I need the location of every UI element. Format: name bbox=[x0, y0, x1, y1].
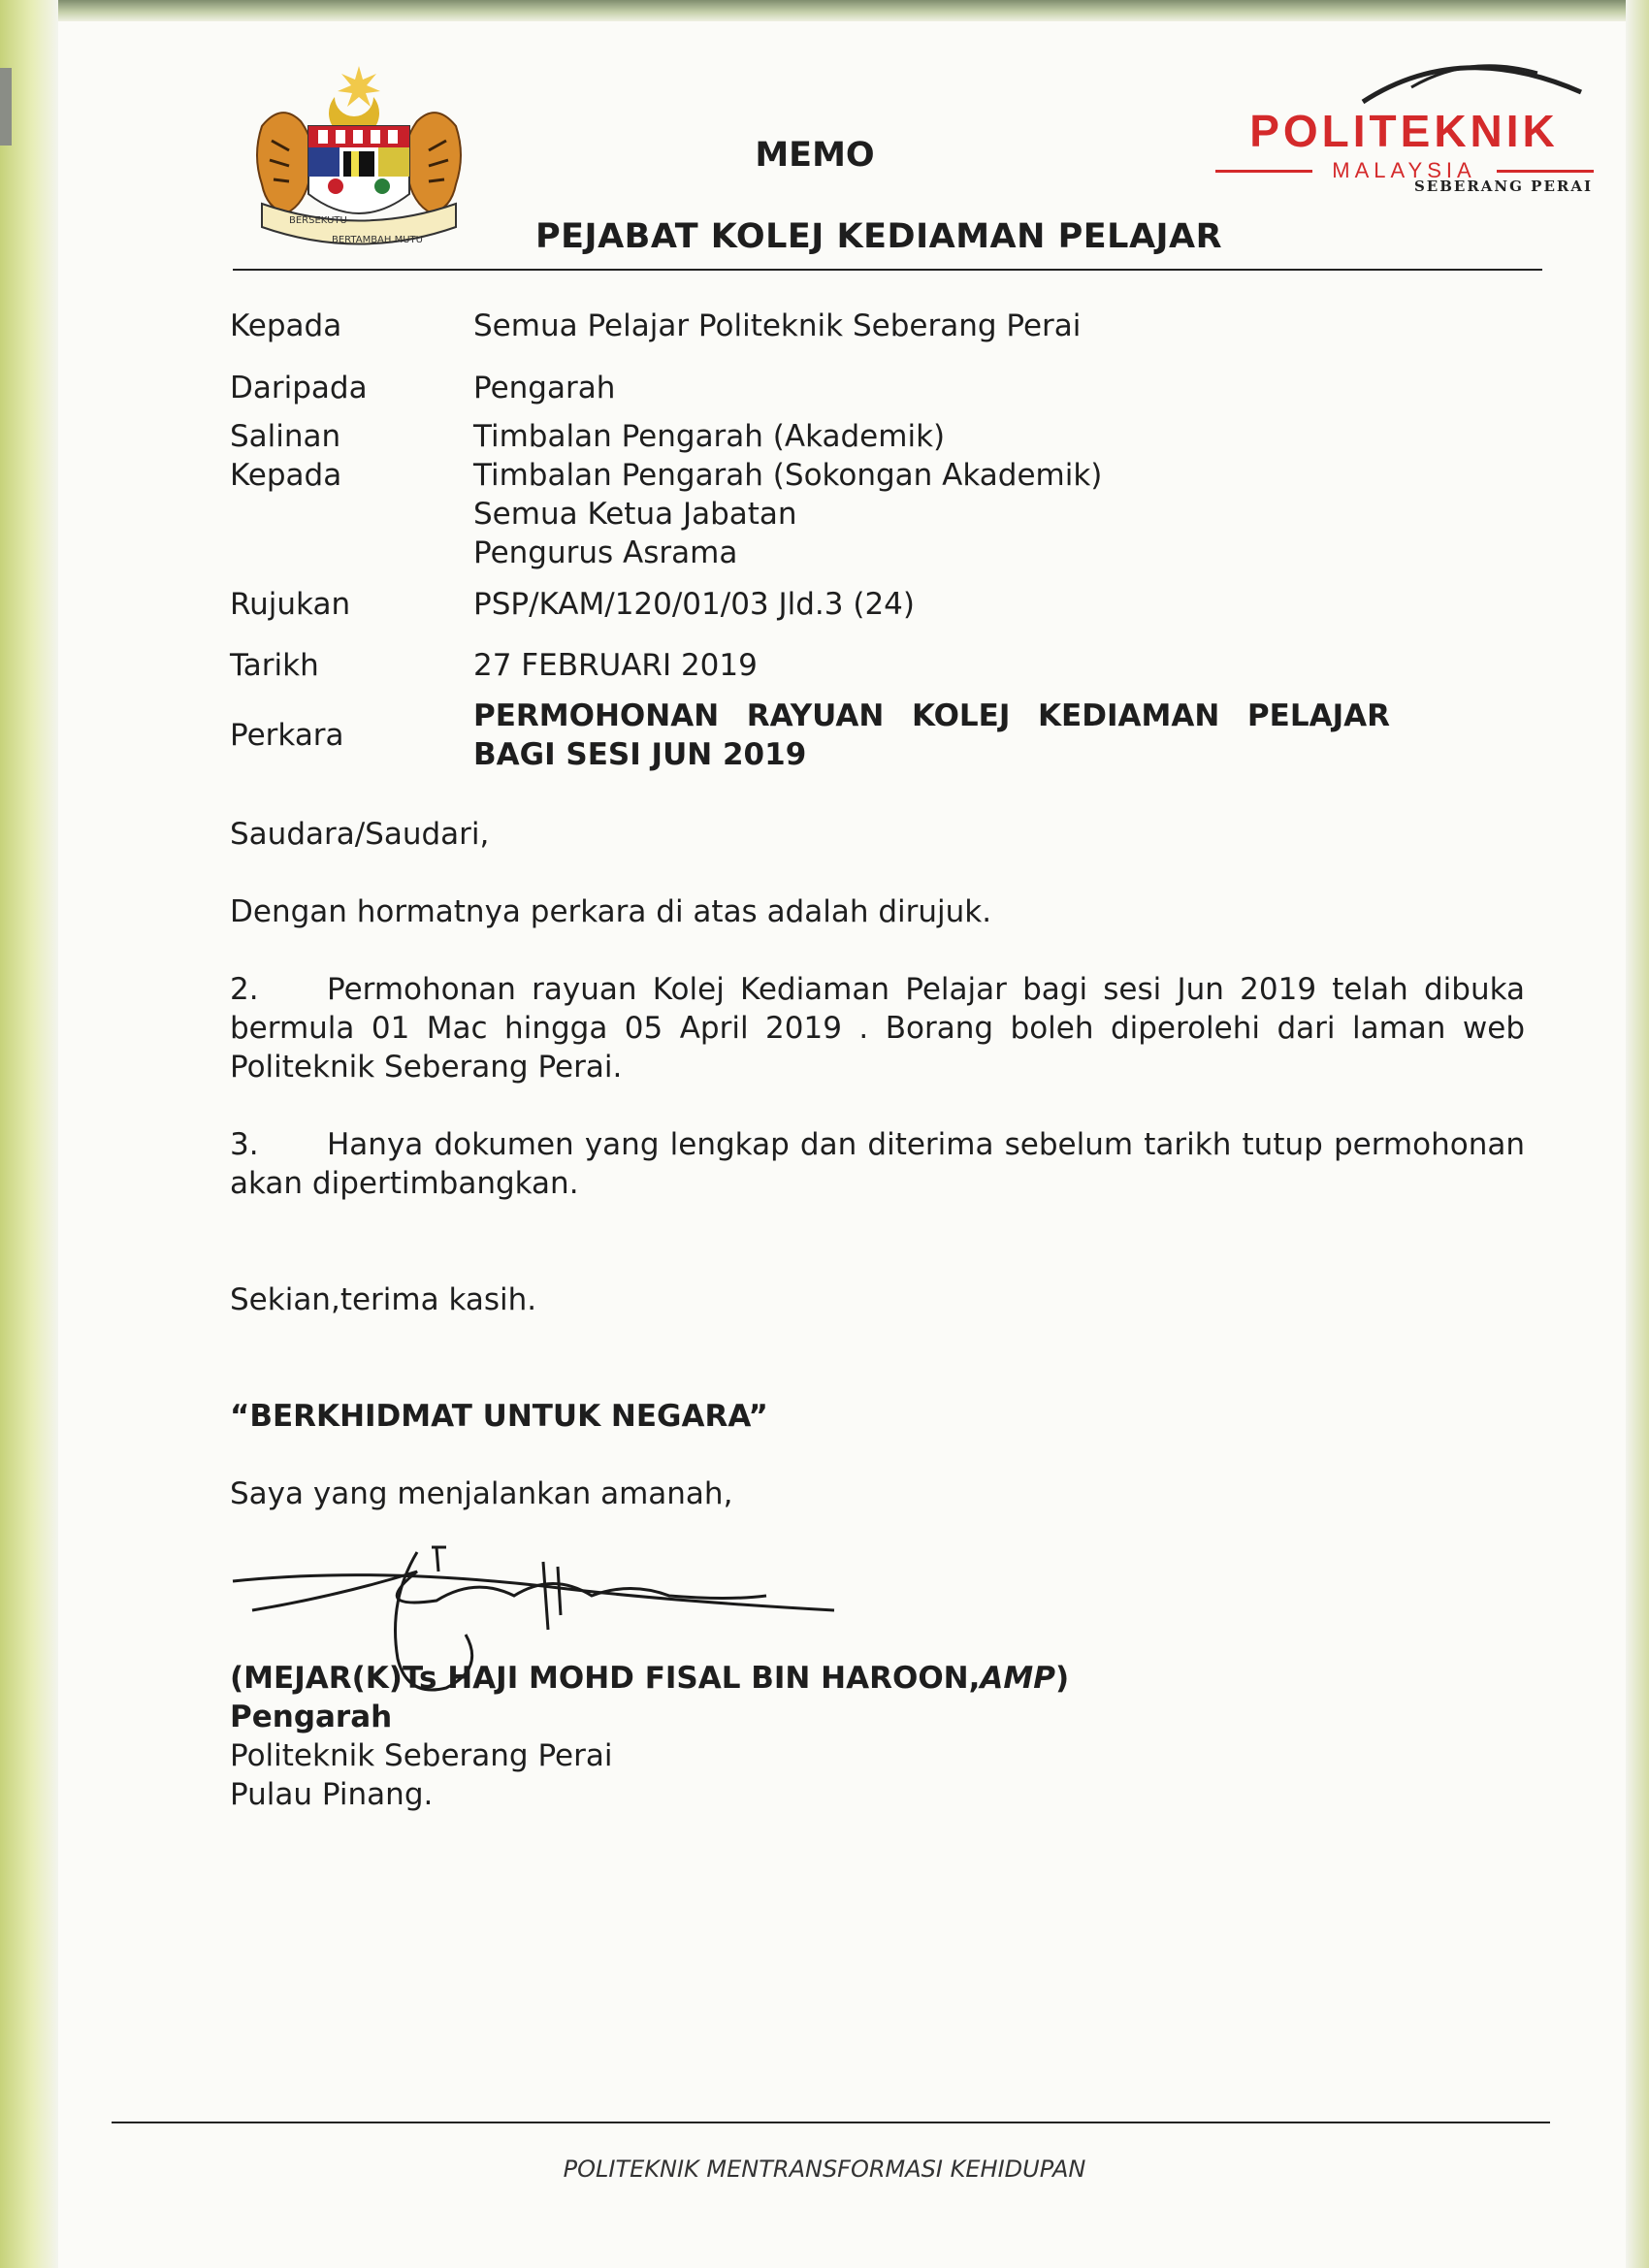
scan-edge-mark bbox=[0, 68, 12, 146]
cc-value-3: Semua Ketua Jabatan bbox=[473, 497, 797, 532]
paragraph-text: Hanya dokumen yang lengkap dan diterima sebelum tarikh tutup permohonan akan dipertimbangkan. bbox=[230, 1127, 1525, 1201]
memo-title: MEMO bbox=[755, 136, 875, 175]
scan-edge-top bbox=[0, 0, 1649, 21]
scan-edge-right bbox=[1626, 0, 1649, 2268]
logo-campus: SEBERANG PERAI bbox=[1413, 178, 1593, 195]
ref-label: Rujukan bbox=[230, 587, 351, 622]
signatory-name-close: ) bbox=[1054, 1661, 1070, 1696]
signatory-honorific: AMP bbox=[980, 1661, 1055, 1696]
paragraph-number: 3. bbox=[230, 1127, 259, 1162]
signatory-institution: Politeknik Seberang Perai bbox=[230, 1738, 613, 1773]
subject-word: KOLEJ bbox=[911, 698, 1011, 733]
header-divider bbox=[233, 269, 1542, 271]
footer-divider bbox=[112, 2122, 1550, 2123]
subject-word: RAYUAN bbox=[746, 698, 885, 733]
to-value: Semua Pelajar Politeknik Seberang Perai bbox=[473, 308, 1082, 343]
paragraph-3 bbox=[230, 1125, 1525, 1203]
logo-wordmark: POLITEKNIK bbox=[1249, 106, 1559, 156]
logo-rule-right bbox=[1497, 170, 1594, 173]
logo-country: MALAYSIA bbox=[1332, 158, 1476, 182]
to-label: Kepada bbox=[230, 308, 342, 343]
signatory-name-main: (MEJAR(K)Ts HAJI MOHD FISAL BIN HAROON, bbox=[230, 1661, 981, 1696]
closing-line: Sekian,terima kasih. bbox=[230, 1282, 537, 1317]
salutation: Saudara/Saudari, bbox=[230, 817, 490, 852]
subject-line1 bbox=[473, 697, 1390, 735]
subject-word: PERMOHONAN bbox=[473, 698, 720, 733]
cc-label-line2: Kepada bbox=[230, 458, 342, 493]
slogan: “BERKHIDMAT UNTUK NEGARA” bbox=[230, 1399, 768, 1434]
subject-value bbox=[473, 697, 1390, 774]
crest-motto-left: BERSEKUTU bbox=[289, 215, 347, 226]
signatory-location: Pulau Pinang. bbox=[230, 1777, 434, 1812]
crest-motto-right: BERTAMBAH MUTU bbox=[332, 235, 423, 245]
cc-value-4: Pengurus Asrama bbox=[473, 535, 738, 570]
from-value: Pengarah bbox=[473, 371, 616, 405]
date-label: Tarikh bbox=[230, 648, 319, 683]
paragraph-text: Permohonan rayuan Kolej Kediaman Pelajar bagi sesi Jun 2019 telah dibuka bermula 01 Mac hingga 05 April 2019 . Borang boleh diperolehi dari laman web Politeknik Seberang Perai. bbox=[230, 972, 1525, 1085]
paragraph-number: 2. bbox=[230, 972, 259, 1007]
opening-line: Dengan hormatnya perkara di atas adalah dirujuk. bbox=[230, 894, 992, 929]
subject-line2: BAGI SESI JUN 2019 bbox=[473, 737, 807, 772]
subject-label: Perkara bbox=[230, 718, 344, 753]
signatory-name bbox=[230, 1659, 1069, 1698]
subject-word: PELAJAR bbox=[1246, 698, 1390, 733]
date-value: 27 FEBRUARI 2019 bbox=[473, 648, 758, 683]
coat-of-arms-icon bbox=[242, 58, 475, 257]
scan-edge-left bbox=[0, 0, 58, 2268]
cc-label-line1: Salinan bbox=[230, 419, 341, 454]
cc-value-1: Timbalan Pengarah (Akademik) bbox=[473, 419, 946, 454]
cc-value-2: Timbalan Pengarah (Sokongan Akademik) bbox=[473, 458, 1103, 493]
paragraph-2 bbox=[230, 970, 1525, 1086]
from-label: Daripada bbox=[230, 371, 368, 405]
footer-tagline: POLITEKNIK MENTRANSFORMASI KEHIDUPAN bbox=[563, 2155, 1086, 2183]
logo-arc-icon bbox=[1353, 49, 1586, 107]
ref-value: PSP/KAM/120/01/03 Jld.3 (24) bbox=[473, 587, 915, 622]
trust-line: Saya yang menjalankan amanah, bbox=[230, 1476, 733, 1511]
subject-word: KEDIAMAN bbox=[1038, 698, 1220, 733]
politeknik-logo bbox=[1208, 49, 1600, 194]
signatory-title: Pengarah bbox=[230, 1700, 393, 1734]
office-title: PEJABAT KOLEJ KEDIAMAN PELAJAR bbox=[535, 217, 1223, 256]
